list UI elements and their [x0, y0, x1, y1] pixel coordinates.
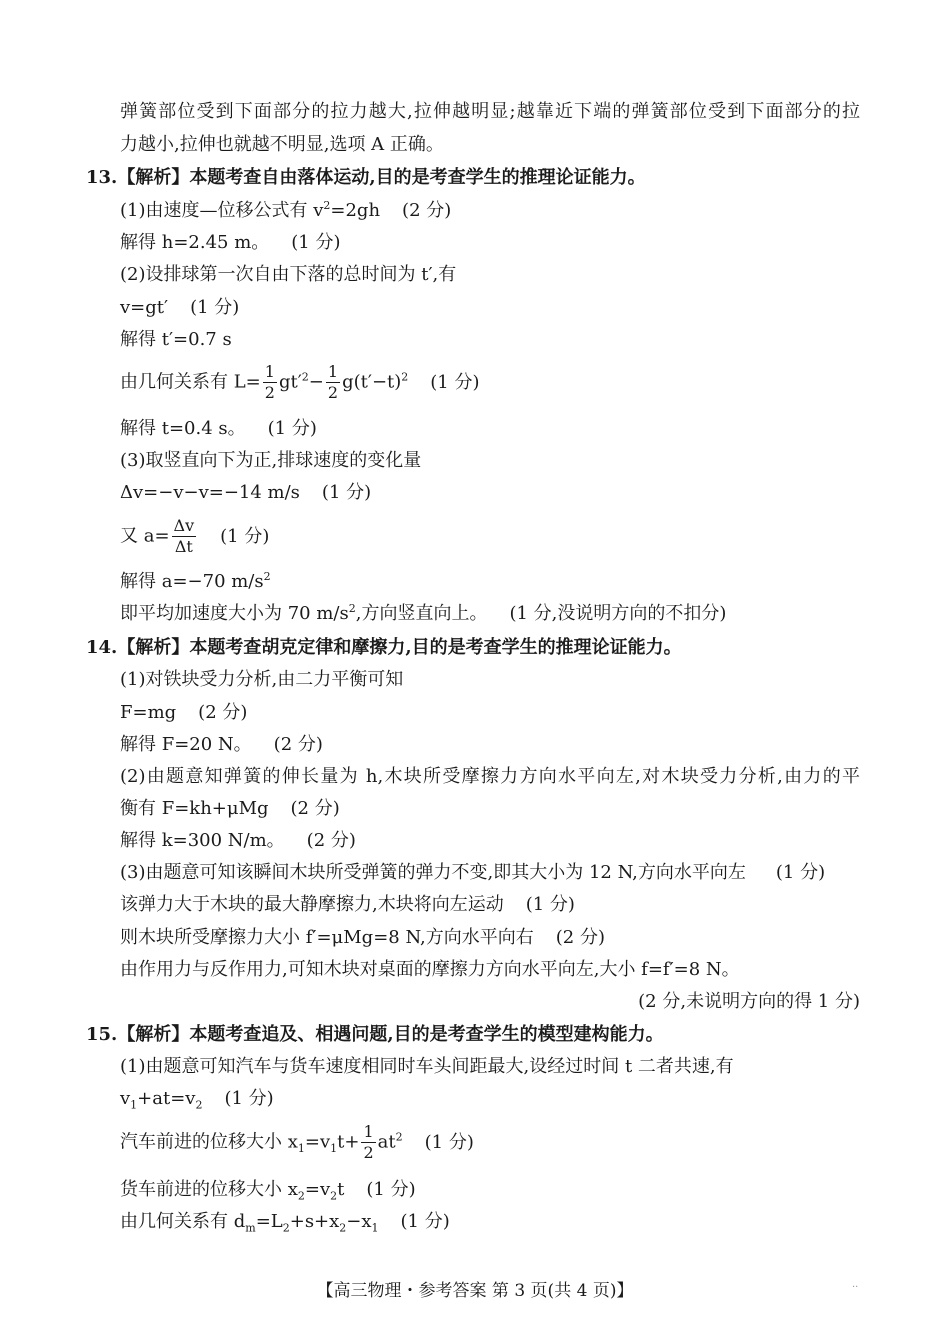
- page-footer: 【高三物理・参考答案 第 3 页(共 4 页)】: [316, 1281, 634, 1301]
- text-line: 该弹力大于木块的最大静摩擦力,木块将向左运动 (1 分): [120, 894, 575, 915]
- text-line: (2 分,未说明方向的得 1 分): [638, 991, 860, 1012]
- formula-line: 汽车前进的位移大小 $x_1=v_1t+$ $\frac{1}{2}$ $at^2$ (1 分): [120, 1122, 474, 1162]
- text-line: 衡有 F=kh+μMg (2 分): [120, 798, 340, 819]
- question-14-heading: 14.【解析】本题考查胡克定律和摩擦力,目的是考查学生的推理论证能力。: [86, 637, 682, 658]
- text-line: 由几何关系有 $d_m=L_2+s+x_2-x_1$ (1 分): [120, 1211, 450, 1235]
- text-line: (1)由速度—位移公式有 $v^2=2gh$ (2 分): [120, 199, 452, 221]
- text-line: (1)由题意可知汽车与货车速度相同时车头间距最大,设经过时间 t 二者共速,有: [120, 1056, 734, 1077]
- text-line: 由作用力与反作用力,可知木块对桌面的摩擦力方向水平向左,大小 f=f′=8 N。: [120, 959, 740, 980]
- text-line: 解得 t=0.4 s。 (1 分): [120, 418, 317, 439]
- text-line: $v_1+at=v_2$ (1 分): [120, 1088, 274, 1112]
- question-15-heading: 15.【解析】本题考查追及、相遇问题,目的是考查学生的模型建构能力。: [86, 1024, 664, 1045]
- text-line: (2)由题意知弹簧的伸长量为 h,木块所受摩擦力方向水平向左,对木块受力分析,由力的平: [120, 766, 860, 787]
- text-line: v=gt′ (1 分): [120, 297, 240, 318]
- scan-mark: ··: [852, 1282, 859, 1293]
- text-line: 解得 F=20 N。 (2 分): [120, 734, 323, 755]
- text-line: 解得 t′=0.7 s: [120, 329, 232, 350]
- text-line: 解得 a=−70 $m/s^2$: [120, 570, 271, 592]
- text-line: 解得 h=2.45 m。 (1 分): [120, 232, 341, 253]
- formula-line: 又 a= $\frac{\Delta v}{\Delta t}$ (1 分): [120, 516, 270, 556]
- text-line: (2)设排球第一次自由下落的总时间为 t′,有: [120, 264, 457, 285]
- text-line: Δv=−v−v=−14 m/s (1 分): [120, 482, 372, 503]
- text-line: 解得 k=300 N/m。 (2 分): [120, 830, 356, 851]
- text-line: (3)由题意可知该瞬间木块所受弹簧的弹力不变,即其大小为 12 N,方向水平向左 (1 分): [120, 862, 826, 883]
- text-line: 弹簧部位受到下面部分的拉力越大,拉伸越明显;越靠近下端的弹簧部位受到下面部分的拉: [120, 101, 860, 122]
- text-line: (3)取竖直向下为正,排球速度的变化量: [120, 450, 422, 471]
- text-line: F=mg (2 分): [120, 702, 248, 723]
- formula-line: 由几何关系有 L= $\frac{1}{2}$ $gt'^2-$ $\frac{1}{2}$ $g(t'-t)^2$ (1 分): [120, 362, 480, 402]
- question-13-heading: 13.【解析】本题考查自由落体运动,目的是考查学生的推理论证能力。: [86, 167, 646, 188]
- text-line: 力越小,拉伸也就越不明显,选项 A 正确。: [120, 134, 444, 155]
- text-line: 则木块所受摩擦力大小 f′=μMg=8 N,方向水平向右 (2 分): [120, 927, 605, 948]
- text-line: 货车前进的位移大小 $x_2=v_2t$ (1 分): [120, 1179, 416, 1203]
- text-line: (1)对铁块受力分析,由二力平衡可知: [120, 669, 404, 690]
- text-line: 即平均加速度大小为 70 $m/s^2$,方向竖直向上。 (1 分,没说明方向的不扣分): [120, 602, 727, 624]
